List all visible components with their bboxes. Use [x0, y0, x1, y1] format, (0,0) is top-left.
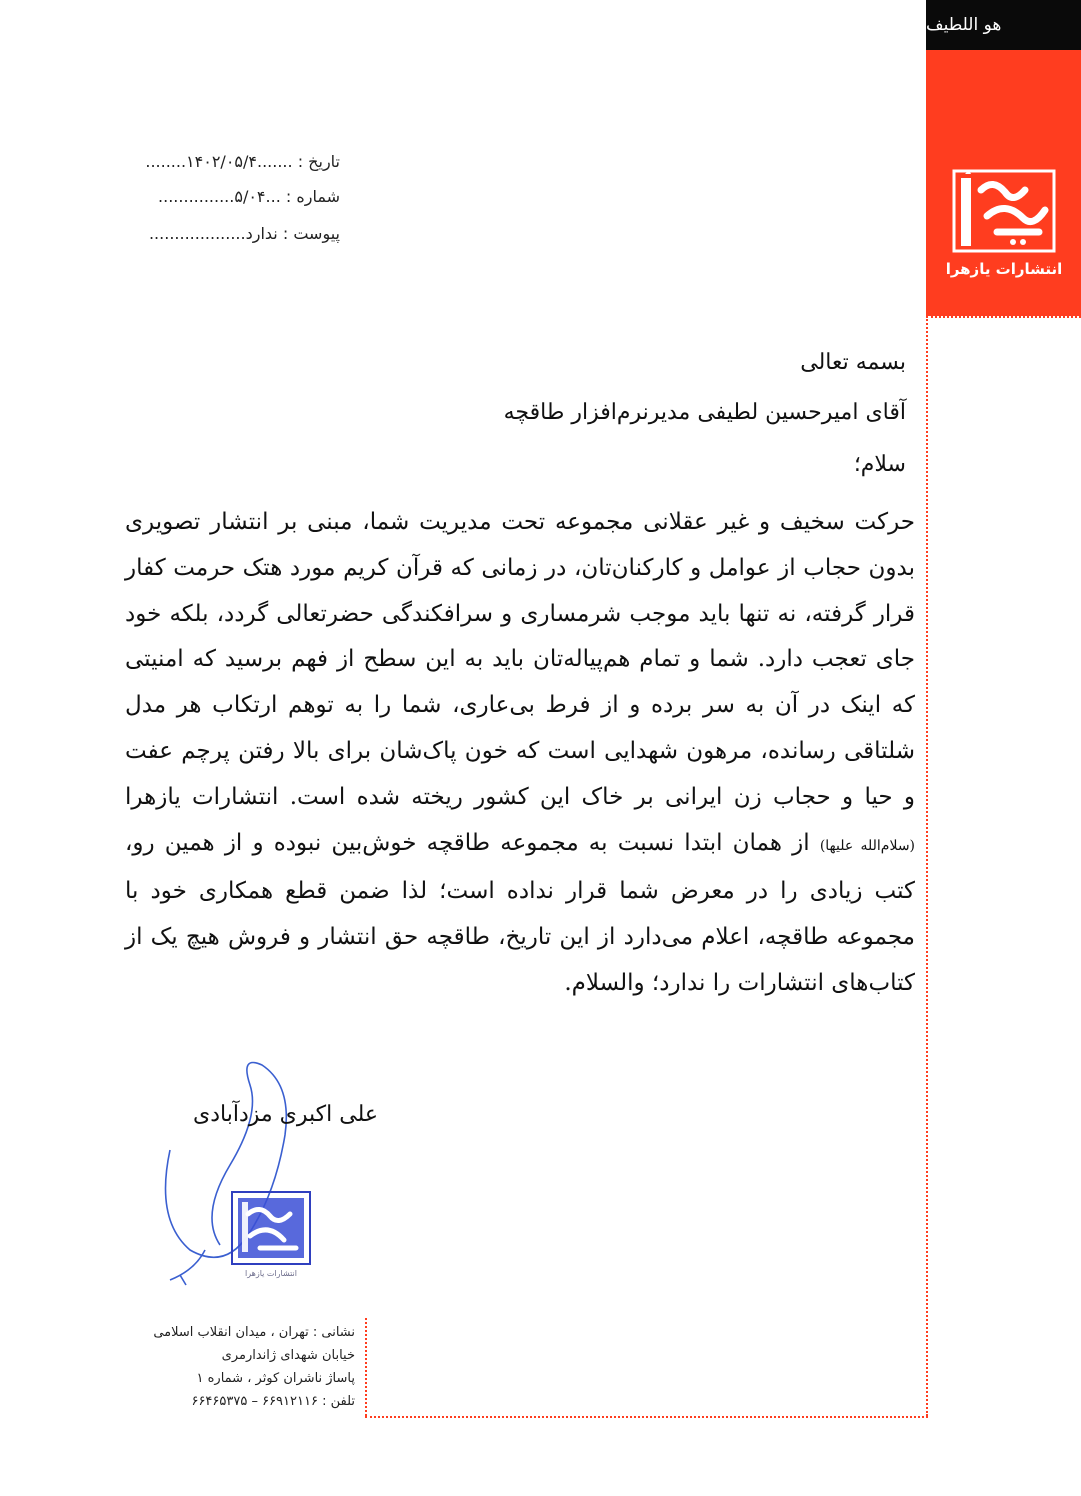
date-value: ۱۴۰۲/۰۵/۴: [186, 152, 257, 171]
paragraph-1: حرکت سخیف و غیر عقلانی مجموعه تحت مدیریت شما، مبنی بر انتشار تصویری بدون حجاب از عوامل و کارکنان‌تان، در زمانی که قرآن کریم مورد هتک حرمت کفار قرار گرفته، نه تنها باید موجب شرمساری و سرافکندگی حضرتعالی گردد، بلکه خود جای تعجب دارد. شما و تمام هم‌پیاله‌تان باید به این سطح از فهم برسید که امنیتی که اینک در آن به سر برده و از فرط بی‌عاری، شما را به توهم ارتکاب هر مدل شلتاقی رسانده، مرهون شهدایی است که خون پاک‌شان برای بالا رفتن پرچم عفت و حیا و حجاب زن ایرانی بر خاک این کشور ریخته شده است.: [125, 509, 916, 810]
stamp-caption: انتشارات یازهرا: [245, 1269, 297, 1278]
paragraph-2-rest: از همان ابتدا نسبت به مجموعه طاقچه خوش‌بین نبوده و از همین رو، کتب زیادی را در معرض شما قرار نداده است؛ لذا ضمن قطع همکاری خود با مجموعه طاقچه، اعلام می‌دارد از این تاریخ، طاقچه حق انتشار و فروش هیچ یک از کتاب‌های انتشارات را ندارد؛ والسلام.: [125, 829, 915, 996]
date-label: تاریخ :: [297, 152, 340, 171]
attachment-label: پیوست :: [282, 224, 340, 243]
address-phone: تلفن : ۶۶۹۱۲۱۱۶ – ۶۶۴۶۵۳۷۵: [191, 1394, 355, 1409]
attachment-value: ندارد: [245, 224, 278, 243]
date-field: تاریخ : .......۱۴۰۲/۰۵/۴........: [145, 152, 340, 171]
number-label: شماره :: [285, 187, 340, 206]
address-line-2: خیابان شهدای ژاندارمری: [221, 1348, 355, 1363]
paragraph-2-start: انتشارات یازهرا: [125, 783, 279, 810]
address-line-1: نشانی : تهران ، میدان انقلاب اسلامی: [153, 1325, 355, 1340]
letter-greeting: سلام؛: [853, 452, 906, 477]
paragraph-2-honorific: (سلام‌الله علیها): [819, 837, 916, 854]
letter-opening: بسمه تعالی: [800, 350, 906, 375]
number-field: شماره : ...۵/۰۴...............: [158, 187, 340, 206]
letter-body: [125, 500, 915, 1007]
top-band: [926, 0, 1081, 50]
frame-border-bottom: [365, 1416, 928, 1418]
frame-border-left: [365, 1318, 367, 1416]
frame-border-right: [926, 316, 928, 1416]
publisher-stamp: [220, 1190, 320, 1280]
logo-caption: انتشارات یازهرا: [945, 260, 1063, 278]
attachment-field: پیوست : ندارد...................: [148, 224, 340, 243]
top-label: هو اللطیف: [926, 15, 1002, 35]
address-line-3: پاساژ ناشران کوثر ، شماره ۱: [196, 1371, 355, 1386]
frame-border-top: [926, 316, 1081, 318]
address-block: [130, 1321, 355, 1413]
publisher-logo: [945, 170, 1063, 282]
letter-recipient: آقای امیرحسین لطیفی مدیرنرم‌افزار طاقچه: [503, 400, 906, 425]
number-value: ۵/۰۴: [234, 187, 266, 206]
signatory-name: علی اکبری مزدآبادی: [193, 1102, 378, 1127]
